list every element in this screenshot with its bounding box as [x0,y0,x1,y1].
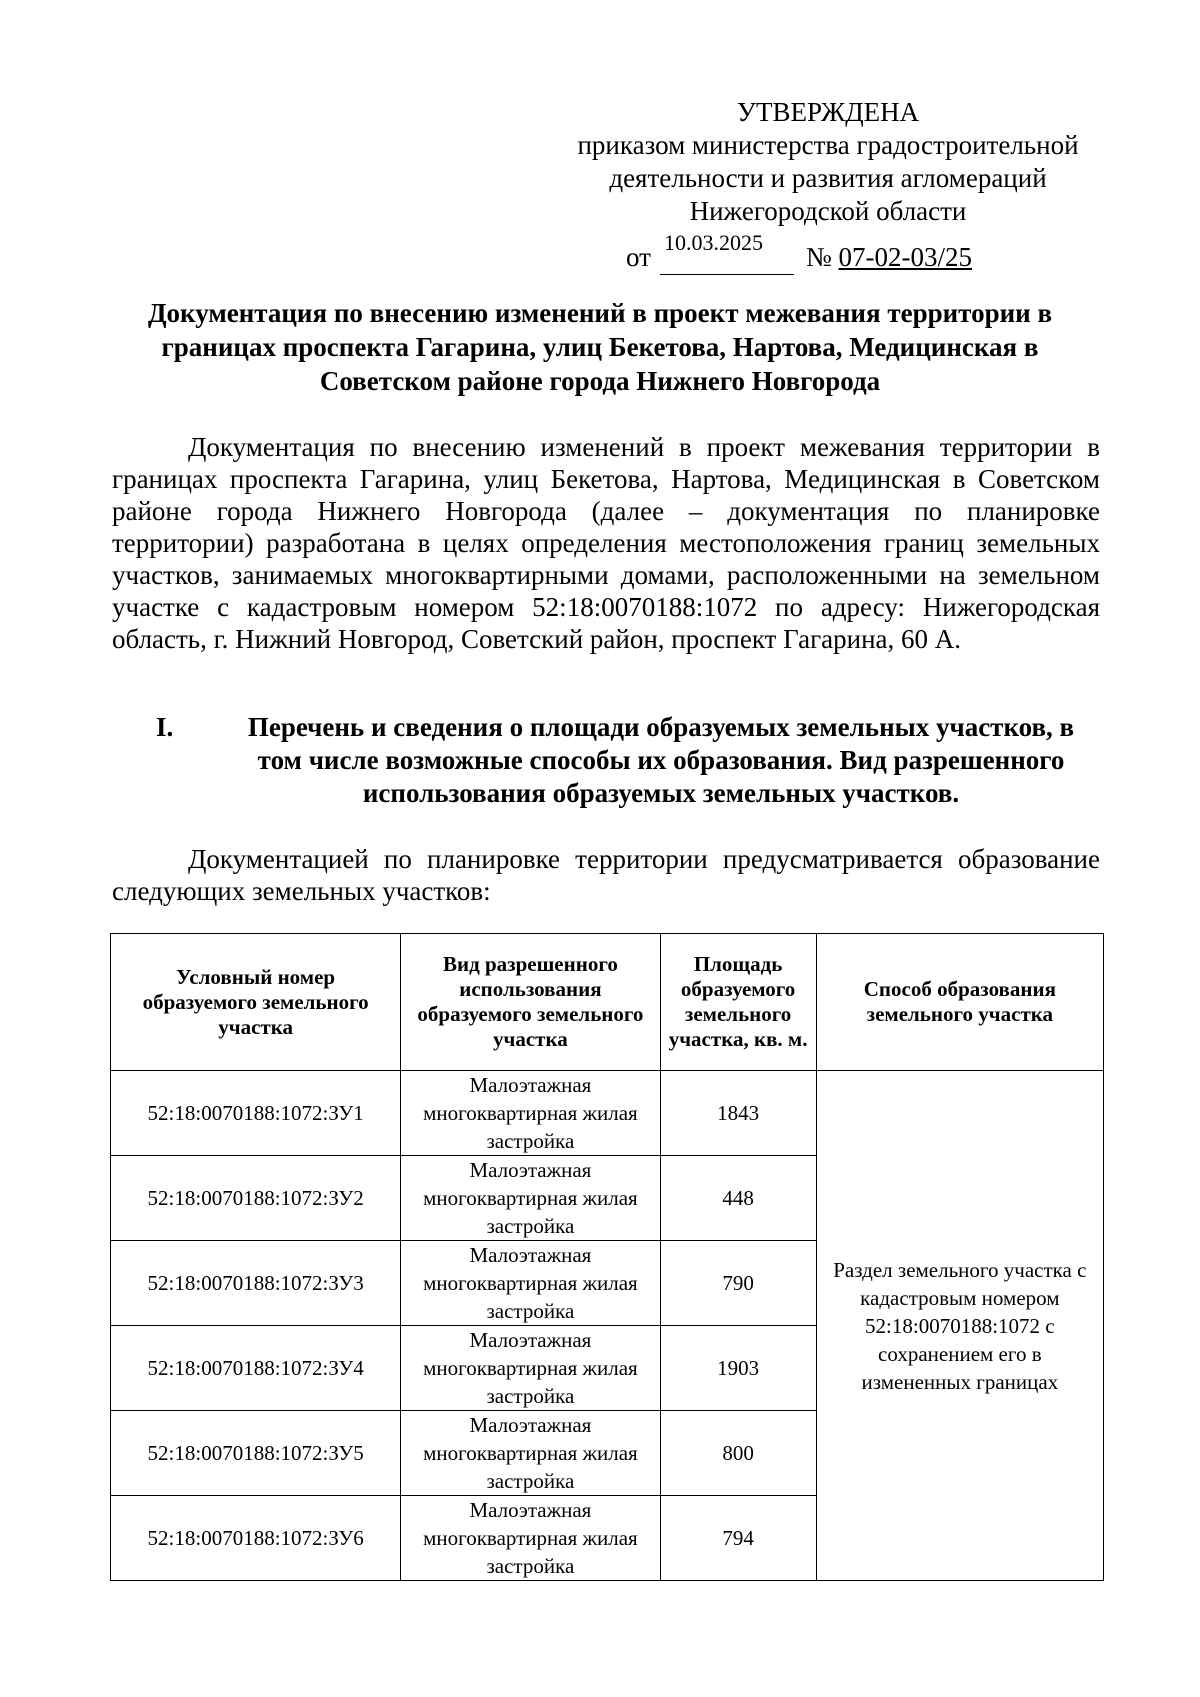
plot-number-cell: 52:18:0070188:1072:ЗУ3 [111,1241,401,1326]
table-row [111,1071,1104,1156]
header-permitted-use: Вид разрешенного использования образуемого земельного участка [401,934,660,1071]
area-cell: 1903 [660,1326,816,1411]
approval-line: деятельности и развития агломераций [609,163,1047,193]
order-number-label: № [806,242,832,272]
permitted-use-cell: Малоэтажная многоквартирная жилая застройка [401,1496,660,1581]
area-cell: 790 [660,1241,816,1326]
plot-number-cell: 52:18:0070188:1072:ЗУ4 [111,1326,401,1411]
permitted-use-cell: Малоэтажная многоквартирная жилая застройка [401,1071,660,1156]
approval-line: приказом министерства градостроительной [577,130,1079,160]
header-formation-method: Способ образования земельного участка [816,934,1103,1071]
title-line: границах проспекта Гагарина, улиц Бекетова, Нартова, Медицинская в [161,332,1039,362]
permitted-use-cell: Малоэтажная многоквартирная жилая застройка [401,1241,660,1326]
order-line [560,230,1096,270]
title-line: Документация по внесению изменений в проект межевания территории в [147,298,1053,328]
order-date: 10.03.2025 [664,230,763,255]
area-cell: 1843 [660,1071,816,1156]
title-line: Советском районе города Нижнего Новгорода [319,366,881,396]
intro-paragraph: Документация по внесению изменений в проект межевания территории в границах проспекта Гагарина, улиц Бекетова, Нартова, Медицинская в Советском районе города Нижнего Новгорода (далее – документация по планировке территории) разработана в целях определения местоположения границ земельных участков, занимаемых многоквартирными домами, расположенными на земельном участке с кадастровым номером 52:18:0070188:1072 по адресу: Нижегородская область, г. Нижний Новгород, Советский район, проспект Гагарина, 60 А. [112,432,1100,654]
area-cell: 448 [660,1156,816,1241]
plot-number-cell: 52:18:0070188:1072:ЗУ6 [111,1496,401,1581]
permitted-use-cell: Малоэтажная многоквартирная жилая застройка [401,1156,660,1241]
area-cell: 794 [660,1496,816,1581]
plot-number-cell: 52:18:0070188:1072:ЗУ5 [111,1411,401,1496]
order-number [806,242,972,273]
permitted-use-cell: Малоэтажная многоквартирная жилая застройка [401,1411,660,1496]
lead-paragraph: Документацией по планировке территории предусматривается образование следующих земельных участков: [112,844,1100,906]
section-heading [112,711,1100,810]
permitted-use-cell: Малоэтажная многоквартирная жилая застройка [401,1326,660,1411]
formation-method-cell: Раздел земельного участка с кадастровым номером 52:18:0070188:1072 с сохранением его в измененных границах [816,1071,1103,1581]
order-prefix: от [626,242,651,272]
area-cell: 800 [660,1411,816,1496]
section-number: I. [156,712,174,742]
header-plot-number: Условный номер образуемого земельного участка [111,934,401,1071]
approval-line: Нижегородской области [689,196,967,226]
land-plots-table [110,933,1104,1581]
table-header-row [111,934,1104,1071]
order-date-underline [660,274,794,275]
section-title-line: том числе возможные способы их образования. Вид разрешенного [257,745,1065,775]
document-title [100,296,1100,398]
header-area: Площадь образуемого земельного участка, кв. м. [660,934,816,1071]
section-title-line: использования образуемых земельных участков. [362,778,960,808]
order-number-value: 07-02-03/25 [838,242,972,272]
approval-line: УТВЕРЖДЕНА [736,97,920,127]
section-title-line: Перечень и сведения о площади образуемых земельных участков, в [247,712,1075,742]
plot-number-cell: 52:18:0070188:1072:ЗУ1 [111,1071,401,1156]
approval-block [560,96,1096,270]
plot-number-cell: 52:18:0070188:1072:ЗУ2 [111,1156,401,1241]
